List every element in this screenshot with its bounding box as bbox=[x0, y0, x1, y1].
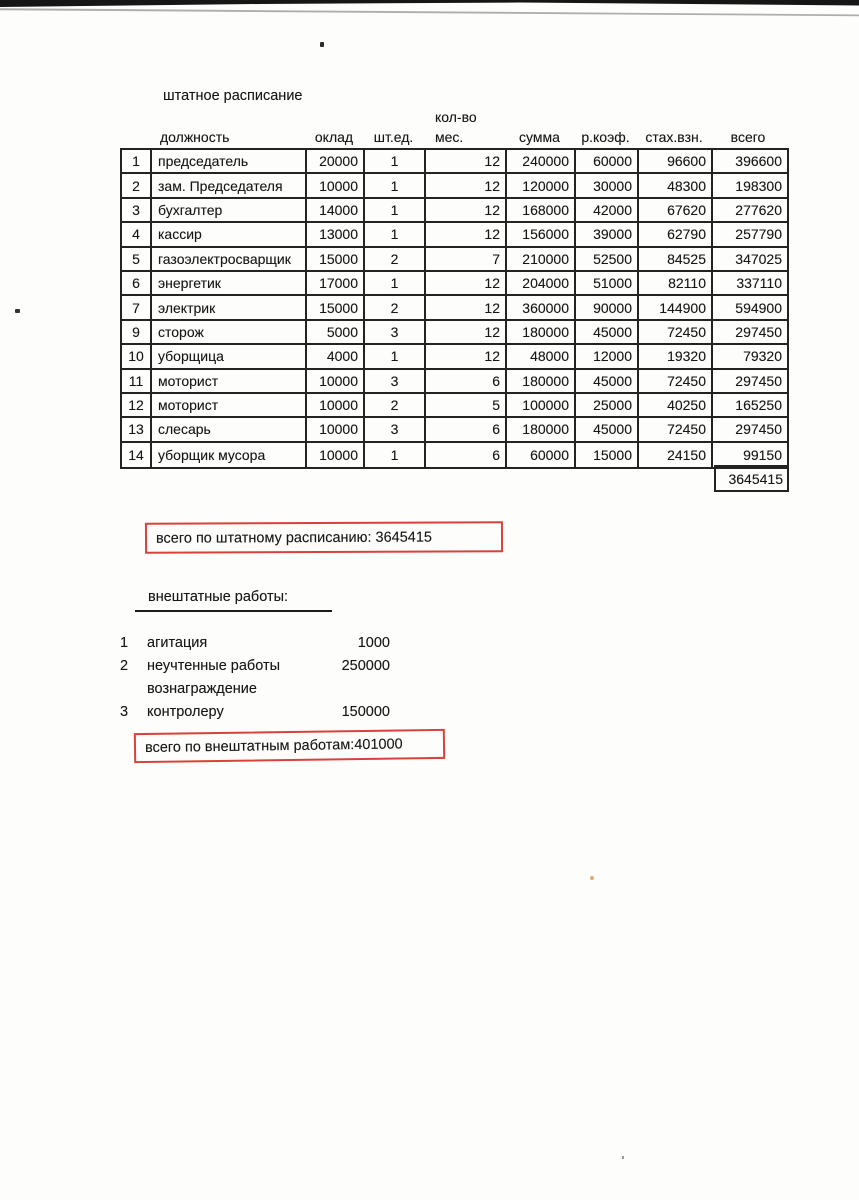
cell-sum: 156000 bbox=[507, 223, 576, 245]
cell-insurance: 144900 bbox=[639, 296, 713, 318]
cell-units: 2 bbox=[365, 248, 426, 270]
cell-salary: 5000 bbox=[307, 321, 365, 343]
cell-total: 99150 bbox=[743, 446, 782, 463]
cell-salary: 17000 bbox=[307, 272, 365, 294]
table-row bbox=[122, 296, 787, 320]
cell-coef: 15000 bbox=[576, 443, 639, 467]
cell-sum: 180000 bbox=[507, 418, 576, 440]
cell-insurance: 72450 bbox=[639, 418, 713, 440]
cell-row-number: 11 bbox=[122, 370, 152, 392]
table-row bbox=[122, 394, 787, 418]
cell-sum: 120000 bbox=[507, 174, 576, 196]
cell-months: 12 bbox=[426, 345, 507, 367]
cell-row-number: 12 bbox=[122, 394, 152, 416]
cell-coef: 30000 bbox=[576, 174, 639, 196]
cell-row-number: 13 bbox=[122, 418, 152, 440]
cell-coef: 45000 bbox=[576, 321, 639, 343]
cell-units: 3 bbox=[365, 321, 426, 343]
cell-salary: 10000 bbox=[307, 443, 365, 467]
extra-line-label: неучтенные работы bbox=[147, 657, 281, 674]
cell-salary: 15000 bbox=[307, 296, 365, 318]
column-header-months-line2: мес. bbox=[435, 129, 464, 145]
table-row bbox=[122, 223, 787, 247]
cell-row-number: 3 bbox=[122, 199, 152, 221]
cell-position: моторист bbox=[152, 394, 307, 416]
cell-row-number: 2 bbox=[122, 174, 152, 196]
cell-position: уборщик мусора bbox=[152, 443, 307, 467]
cell-salary: 4000 bbox=[307, 345, 365, 367]
page-title: штатное расписание bbox=[163, 88, 303, 104]
extra-total-box: всего по внештатным работам:401000 bbox=[134, 729, 445, 763]
cell-units: 3 bbox=[365, 418, 426, 440]
cell-sum: 48000 bbox=[507, 345, 576, 367]
cell-insurance: 72450 bbox=[639, 370, 713, 392]
extra-works-line bbox=[120, 631, 390, 654]
cell-sum: 180000 bbox=[507, 370, 576, 392]
cell-sum: 60000 bbox=[507, 443, 576, 467]
cell-salary: 10000 bbox=[307, 394, 365, 416]
cell-insurance: 96600 bbox=[639, 150, 713, 172]
cell-units: 3 bbox=[365, 370, 426, 392]
cell-salary: 14000 bbox=[307, 199, 365, 221]
cell-total: 396600 bbox=[735, 153, 782, 170]
cell-coef: 51000 bbox=[576, 272, 639, 294]
column-header-insurance: стах.взн. bbox=[645, 129, 703, 145]
scan-speck bbox=[590, 876, 594, 880]
cell-units: 1 bbox=[365, 150, 426, 172]
cell-months: 6 bbox=[426, 418, 507, 440]
cell-sum: 210000 bbox=[507, 248, 576, 270]
cell-total: 347025 bbox=[735, 250, 782, 267]
cell-units: 2 bbox=[365, 394, 426, 416]
table-row bbox=[122, 345, 787, 369]
cell-insurance: 40250 bbox=[639, 394, 713, 416]
cell-position: моторист bbox=[152, 370, 307, 392]
cell-salary: 10000 bbox=[307, 174, 365, 196]
column-header-salary: оклад bbox=[314, 129, 354, 145]
cell-total: 297450 bbox=[735, 323, 782, 340]
cell-units: 1 bbox=[365, 272, 426, 294]
cell-units: 2 bbox=[365, 296, 426, 318]
cell-insurance: 84525 bbox=[639, 248, 713, 270]
cell-coef: 45000 bbox=[576, 370, 639, 392]
cell-units: 1 bbox=[365, 199, 426, 221]
column-header-coef: р.коэф. bbox=[581, 129, 630, 145]
scan-speck bbox=[15, 309, 20, 313]
cell-row-number: 9 bbox=[122, 321, 152, 343]
column-header-sum: сумма bbox=[519, 129, 560, 145]
table-row bbox=[122, 174, 787, 198]
cell-row-number: 5 bbox=[122, 248, 152, 270]
cell-position: сторож bbox=[152, 321, 307, 343]
extra-line-number: 1 bbox=[120, 634, 129, 651]
table-row bbox=[122, 443, 787, 467]
cell-insurance: 82110 bbox=[639, 272, 713, 294]
cell-position: слесарь bbox=[152, 418, 307, 440]
extra-line-number: 3 bbox=[120, 703, 129, 720]
table-row bbox=[122, 418, 787, 442]
cell-total: 198300 bbox=[735, 177, 782, 194]
extra-line-amount: 150000 bbox=[341, 703, 390, 720]
extra-works-line bbox=[120, 654, 390, 677]
cell-months: 12 bbox=[426, 272, 507, 294]
extra-works-line bbox=[120, 700, 390, 723]
cell-units: 1 bbox=[365, 223, 426, 245]
cell-total: 337110 bbox=[736, 275, 782, 292]
cell-insurance: 19320 bbox=[639, 345, 713, 367]
cell-insurance: 67620 bbox=[639, 199, 713, 221]
cell-months: 7 bbox=[426, 248, 507, 270]
cell-salary: 10000 bbox=[307, 418, 365, 440]
extra-line-label: агитация bbox=[147, 634, 208, 651]
table-row bbox=[122, 248, 787, 272]
column-header-total: всего bbox=[730, 129, 766, 145]
extra-works-line bbox=[120, 677, 390, 700]
cell-units: 1 bbox=[365, 174, 426, 196]
table-row bbox=[122, 272, 787, 296]
scan-speck bbox=[320, 42, 324, 47]
cell-months: 12 bbox=[426, 199, 507, 221]
cell-insurance: 62790 bbox=[639, 223, 713, 245]
cell-insurance: 72450 bbox=[639, 321, 713, 343]
cell-row-number: 10 bbox=[122, 345, 152, 367]
scan-speck bbox=[622, 1156, 624, 1159]
cell-position: председатель bbox=[152, 150, 307, 172]
cell-sum: 204000 bbox=[507, 272, 576, 294]
cell-salary: 20000 bbox=[307, 150, 365, 172]
cell-coef: 42000 bbox=[576, 199, 639, 221]
cell-total: 277620 bbox=[735, 201, 782, 218]
cell-position: кассир bbox=[152, 223, 307, 245]
cell-coef: 45000 bbox=[576, 418, 639, 440]
cell-months: 12 bbox=[426, 296, 507, 318]
table-row bbox=[122, 321, 787, 345]
cell-total: 297450 bbox=[735, 421, 782, 438]
cell-sum: 168000 bbox=[507, 199, 576, 221]
cell-months: 12 bbox=[426, 150, 507, 172]
extra-line-amount: 250000 bbox=[341, 657, 390, 674]
cell-position: уборщица bbox=[152, 345, 307, 367]
cell-row-number: 6 bbox=[122, 272, 152, 294]
cell-coef: 52500 bbox=[576, 248, 639, 270]
cell-row-number: 7 bbox=[122, 296, 152, 318]
extra-works-heading: внештатные работы: bbox=[135, 589, 332, 612]
cell-coef: 12000 bbox=[576, 345, 639, 367]
cell-insurance: 24150 bbox=[639, 443, 713, 467]
scan-artifact-top bbox=[0, 0, 859, 22]
cell-months: 12 bbox=[426, 174, 507, 196]
cell-units: 1 bbox=[365, 345, 426, 367]
column-header-units: шт.ед. bbox=[373, 129, 414, 145]
extra-line-label: вознаграждение bbox=[147, 680, 257, 697]
cell-total: 297450 bbox=[735, 372, 782, 389]
cell-insurance: 48300 bbox=[639, 174, 713, 196]
column-header-months-line1: кол-во bbox=[435, 109, 477, 125]
cell-sum: 240000 bbox=[507, 150, 576, 172]
cell-salary: 10000 bbox=[307, 370, 365, 392]
cell-total: 594900 bbox=[735, 299, 782, 316]
cell-position: энергетик bbox=[152, 272, 307, 294]
cell-salary: 13000 bbox=[307, 223, 365, 245]
staff-table-header bbox=[120, 100, 789, 148]
cell-coef: 39000 bbox=[576, 223, 639, 245]
cell-months: 12 bbox=[426, 223, 507, 245]
cell-total: 79320 bbox=[743, 348, 782, 365]
cell-position: газоэлектросварщик bbox=[152, 248, 307, 270]
table-row bbox=[122, 199, 787, 223]
cell-sum: 360000 bbox=[507, 296, 576, 318]
extra-line-amount: 1000 bbox=[357, 634, 390, 651]
cell-coef: 60000 bbox=[576, 150, 639, 172]
table-row bbox=[122, 150, 787, 174]
cell-coef: 90000 bbox=[576, 296, 639, 318]
cell-months: 12 bbox=[426, 321, 507, 343]
cell-months: 5 bbox=[426, 394, 507, 416]
cell-salary: 15000 bbox=[307, 248, 365, 270]
cell-row-number: 1 bbox=[122, 150, 152, 172]
column-header-position: должность bbox=[160, 129, 230, 145]
column-header-months bbox=[424, 107, 505, 148]
cell-row-number: 14 bbox=[122, 443, 152, 467]
cell-months: 6 bbox=[426, 370, 507, 392]
cell-months: 6 bbox=[426, 443, 507, 467]
extra-line-number: 2 bbox=[120, 657, 129, 674]
cell-sum: 100000 bbox=[507, 394, 576, 416]
grand-total-cell: 3645415 bbox=[714, 465, 789, 492]
staff-total-box: всего по штатному расписанию: 3645415 bbox=[145, 521, 503, 554]
cell-position: зам. Председателя bbox=[152, 174, 307, 196]
extra-works-list bbox=[120, 631, 390, 723]
cell-position: бухгалтер bbox=[152, 199, 307, 221]
cell-coef: 25000 bbox=[576, 394, 639, 416]
staff-table bbox=[120, 148, 789, 469]
table-row bbox=[122, 370, 787, 394]
extra-line-label: контролеру bbox=[147, 703, 224, 720]
cell-row-number: 4 bbox=[122, 223, 152, 245]
cell-total: 165250 bbox=[735, 397, 782, 414]
cell-sum: 180000 bbox=[507, 321, 576, 343]
cell-position: электрик bbox=[152, 296, 307, 318]
cell-units: 1 bbox=[365, 443, 426, 467]
cell-total: 257790 bbox=[735, 226, 782, 243]
